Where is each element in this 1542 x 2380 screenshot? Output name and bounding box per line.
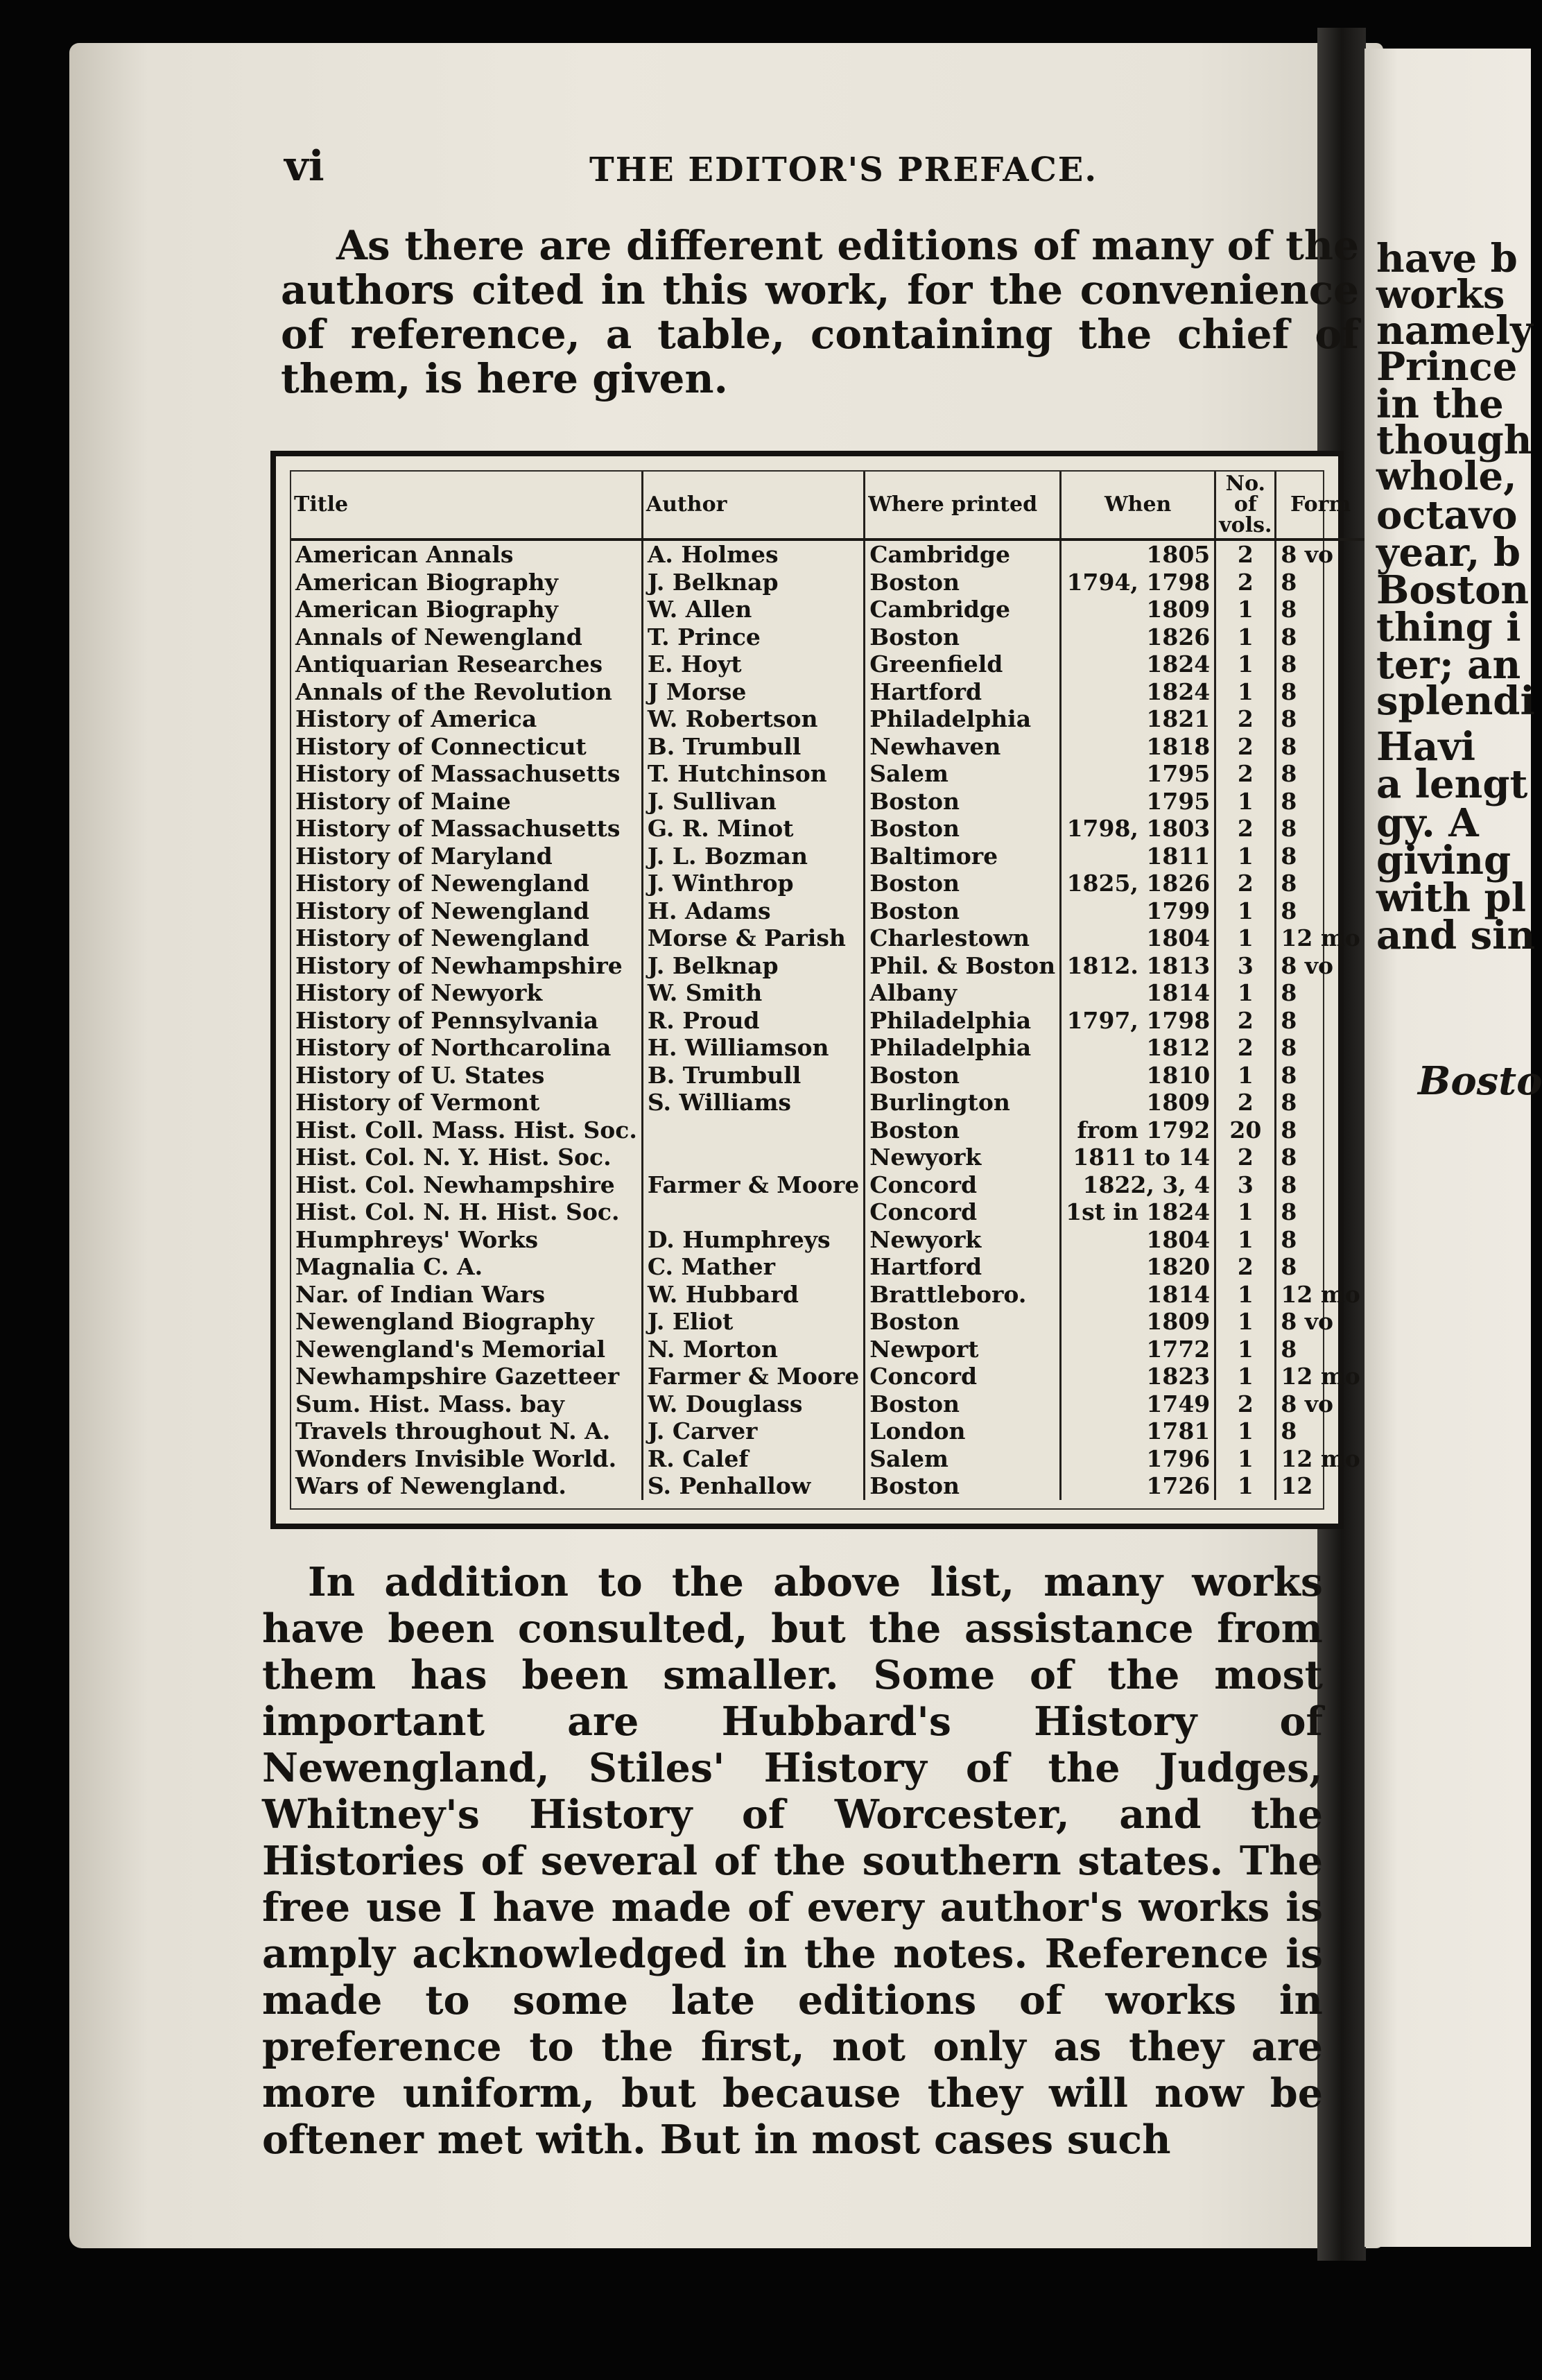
table-row [291,1472,1365,1500]
cell-form: 8 [1281,1061,1297,1089]
cell-title: History of Newengland [291,897,642,925]
cell-where: Greenfield [865,650,1061,678]
cell-title: Wars of Newengland. [291,1472,642,1500]
cell-form: 12 mo [1281,1363,1360,1390]
cell-form: 12 mo [1281,1445,1360,1472]
cell-author: S. Williams [642,1089,864,1116]
cell-form: 8 [1281,979,1297,1006]
cell-form: 8 [1281,1225,1297,1253]
cell-when: 1811 to 14 [1061,1144,1215,1171]
cell-title: Nar. of Indian Wars [291,1281,642,1309]
page-header [284,142,1359,198]
cell-title: History of Maine [291,788,642,816]
cell-vols: 2 [1215,705,1276,733]
cell-title: History of Maryland [291,843,642,870]
cell-vols: 3 [1215,1171,1276,1199]
table-header-row [291,472,1365,540]
cell-where: Boston [865,788,1061,816]
cell-when: 1824 [1061,650,1215,678]
cell-form: 8 [1281,1198,1297,1225]
cell-where: Philadelphia [865,1034,1061,1062]
cell-author: R. Proud [642,1007,864,1035]
cell-author: J. Winthrop [642,870,864,897]
cell-where: Boston [865,1472,1061,1500]
cell-when: 1809 [1061,1308,1215,1336]
cell-title: American Biography [291,569,642,596]
cell-when: 1795 [1061,788,1215,816]
cell-author: W. Robertson [642,705,864,733]
table-row [291,1390,1365,1418]
cell-author: W. Hubbard [642,1281,864,1309]
facing-line: and sin [1376,913,1536,958]
cell-where: Baltimore [865,843,1061,870]
cell-vols: 1 [1215,650,1276,678]
table-row [291,1253,1365,1281]
table-row [291,1445,1365,1473]
running-title: THE EDITOR'S PREFACE. [589,150,1098,189]
table-row [291,733,1365,761]
cell-author: A. Holmes [642,540,864,569]
closing-paragraph: In addition to the above list, many works have been consulted, but the assistance from them has been smaller. Some of the most important are Hubbard's History of Newengland, Stiles' History of the Judges, Whitney's History of Worcester, and the Histories of several of the southern states. The free use I have made of every author's works is amply acknowledged in the notes. Reference is made to some late editions of works in preference to the first, not only as they are more uniform, but because they will now be oftener met with. But in most cases such [262,1559,1323,2163]
cell-form: 8 [1281,1253,1297,1280]
table-row [291,1226,1365,1254]
table-row [291,1417,1365,1445]
cell-when: 1804 [1061,1226,1215,1254]
cell-when: 1820 [1061,1253,1215,1281]
cell-form: 8 [1281,1116,1297,1144]
cell-author: J. Sullivan [642,788,864,816]
cell-where: Philadelphia [865,1007,1061,1035]
facing-line: Boston [1376,567,1530,613]
table-row [291,623,1365,651]
cell-title: Sum. Hist. Mass. bay [291,1390,642,1418]
cell-title: Wonders Invisible World. [291,1445,642,1473]
cell-author: Farmer & Moore [642,1171,864,1199]
cell-title: Newengland's Memorial [291,1336,642,1363]
cell-form: 12 mo [1281,1280,1360,1308]
facing-line: have b [1376,236,1518,282]
cell-form: 12 [1281,1472,1313,1499]
cell-vols: 1 [1215,1336,1276,1363]
cell-where: Boston [865,1390,1061,1418]
cell-vols: 2 [1215,1007,1276,1035]
facing-line: thing i [1376,605,1521,650]
cell-vols: 2 [1215,760,1276,788]
cell-vols: 1 [1215,1198,1276,1226]
cell-author: J. Belknap [642,952,864,980]
table-body [291,540,1365,1500]
cell-when: 1749 [1061,1390,1215,1418]
cell-form: 8 [1281,760,1297,787]
cell-where: Boston [865,870,1061,897]
cell-author: Morse & Parish [642,924,864,952]
cell-where: Boston [865,897,1061,925]
header-vols: No. of vols. [1215,472,1276,540]
facing-line: year, b [1376,530,1521,576]
cell-where: Boston [865,623,1061,651]
editions-table-frame [270,451,1360,1529]
cell-vols: 2 [1215,1034,1276,1062]
cell-when: 1812. 1813 [1061,952,1215,980]
table-row [291,1281,1365,1309]
cell-form: 8 [1281,842,1297,870]
cell-where: Concord [865,1171,1061,1199]
cell-author: B. Trumbull [642,733,864,761]
cell-form: 8 [1281,1335,1297,1363]
table-row [291,760,1365,788]
cell-title: Newhampshire Gazetteer [291,1363,642,1390]
cell-form: 8 [1281,1006,1297,1034]
cell-when: 1811 [1061,843,1215,870]
cell-title: American Biography [291,596,642,623]
table-row [291,1198,1365,1226]
cell-when: 1st in 1824 [1061,1198,1215,1226]
cell-where: Albany [865,979,1061,1007]
cell-vols: 2 [1215,870,1276,897]
cell-title: Humphreys' Works [291,1226,642,1254]
cell-form: 8 vo [1281,951,1334,979]
cell-vols: 1 [1215,678,1276,706]
cell-when: 1822, 3, 4 [1061,1171,1215,1199]
cell-where: Boston [865,569,1061,596]
cell-where: Boston [865,1116,1061,1144]
cell-where: Hartford [865,678,1061,706]
cell-form: 8 [1281,596,1297,623]
cell-when: 1805 [1061,540,1215,569]
cell-where: Newyork [865,1226,1061,1254]
cell-title: Hist. Col. Newhampshire [291,1171,642,1199]
facing-line: giving [1376,838,1511,883]
cell-title: Hist. Col. N. H. Hist. Soc. [291,1198,642,1226]
cell-author: H. Williamson [642,1034,864,1062]
cell-where: Phil. & Boston [865,952,1061,980]
table-row [291,1308,1365,1336]
cell-title: Antiquarian Researches [291,650,642,678]
cell-vols: 1 [1215,897,1276,925]
cell-where: Cambridge [865,596,1061,623]
cell-author: J. Belknap [642,569,864,596]
header-form: Form [1276,472,1365,540]
cell-when: 1812 [1061,1034,1215,1062]
facing-line: octavo [1376,492,1518,538]
cell-title: History of Vermont [291,1089,642,1116]
cell-vols: 1 [1215,788,1276,816]
cell-author: R. Calef [642,1445,864,1473]
cell-title: American Annals [291,540,642,569]
table-row [291,1363,1365,1390]
cell-vols: 2 [1215,540,1276,569]
cell-vols: 2 [1215,733,1276,761]
cell-author: J Morse [642,678,864,706]
cell-vols: 1 [1215,1417,1276,1445]
cell-title: Hist. Col. N. Y. Hist. Soc. [291,1144,642,1171]
cell-where: Burlington [865,1089,1061,1116]
facing-line: gy. A [1376,800,1479,846]
cell-title: Annals of the Revolution [291,678,642,706]
cell-when: 1810 [1061,1062,1215,1089]
cell-form: 8 [1281,1144,1297,1171]
cell-where: Salem [865,760,1061,788]
facing-line: though [1376,417,1532,463]
cell-where: Newport [865,1336,1061,1363]
cell-vols: 1 [1215,1226,1276,1254]
table-row [291,705,1365,733]
cell-title: History of Newyork [291,979,642,1007]
table-row [291,1116,1365,1144]
table-row [291,1034,1365,1062]
table-row [291,596,1365,623]
table-row [291,870,1365,897]
cell-where: Charlestown [865,924,1061,952]
cell-author: J. Carver [642,1417,864,1445]
cell-when: 1804 [1061,924,1215,952]
cell-where: Brattleboro. [865,1281,1061,1309]
intro-paragraph: As there are different editions of many of the authors cited in this work, for the convenience of reference, a table, containing the chief of them, is here given. [281,222,1359,402]
cell-form: 8 [1281,623,1297,650]
cell-form: 8 [1281,705,1297,732]
cell-when: 1799 [1061,897,1215,925]
cell-vols: 20 [1215,1116,1276,1144]
cell-vols: 2 [1215,1089,1276,1116]
facing-line: ter; an [1376,642,1521,688]
cell-vols: 1 [1215,1308,1276,1336]
cell-form: 8 [1281,897,1297,924]
cell-vols: 2 [1215,815,1276,843]
cell-author: N. Morton [642,1336,864,1363]
cell-author: Farmer & Moore [642,1363,864,1390]
cell-author: D. Humphreys [642,1226,864,1254]
table-row [291,952,1365,980]
cell-when: 1781 [1061,1417,1215,1445]
cell-form: 8 [1281,815,1297,842]
cell-form: 8 vo [1281,541,1334,568]
cell-where: Hartford [865,1253,1061,1281]
table-row [291,1007,1365,1035]
cell-where: Boston [865,1308,1061,1336]
cell-title: Hist. Coll. Mass. Hist. Soc. [291,1116,642,1144]
cell-title: History of Northcarolina [291,1034,642,1062]
cell-title: History of Massachusetts [291,760,642,788]
cell-vols: 1 [1215,979,1276,1007]
cell-when: 1798, 1803 [1061,815,1215,843]
facing-line: whole, [1376,454,1517,499]
cell-vols: 1 [1215,1445,1276,1473]
table-row [291,788,1365,816]
cell-when: 1809 [1061,1089,1215,1116]
cell-title: History of Newengland [291,924,642,952]
cell-form: 8 [1281,650,1297,678]
table-row [291,843,1365,870]
cell-author: G. R. Minot [642,815,864,843]
cell-form: 8 [1281,568,1297,596]
cell-form: 8 [1281,1034,1297,1061]
cell-when: 1794, 1798 [1061,569,1215,596]
cell-vols: 1 [1215,1062,1276,1089]
header-where: Where printed [865,472,1061,540]
cell-form: 8 [1281,1089,1297,1116]
cell-form: 8 [1281,732,1297,760]
cell-title: History of America [291,705,642,733]
cell-title: History of U. States [291,1062,642,1089]
cell-form: 8 [1281,678,1297,705]
cell-author [642,1198,864,1226]
cell-title: History of Newengland [291,870,642,897]
cell-author: J. L. Bozman [642,843,864,870]
cell-author: B. Trumbull [642,1062,864,1089]
cell-where: Salem [865,1445,1061,1473]
cell-when: 1824 [1061,678,1215,706]
cell-vols: 1 [1215,1363,1276,1390]
facing-line: works [1376,272,1505,318]
cell-when: 1821 [1061,705,1215,733]
facing-line: namely [1376,308,1533,354]
table-row [291,1144,1365,1171]
cell-vols: 1 [1215,596,1276,623]
header-author: Author [642,472,864,540]
facing-line: a lengt [1376,761,1528,807]
header-title: Title [291,472,642,540]
cell-title: History of Pennsylvania [291,1007,642,1035]
cell-when: 1772 [1061,1336,1215,1363]
facing-line: Havi [1376,724,1476,770]
table-row [291,1171,1365,1199]
cell-form: 8 [1281,870,1297,897]
cell-form: 8 [1281,1417,1297,1445]
editions-table [291,472,1365,1500]
cell-when: 1823 [1061,1363,1215,1390]
cell-form: 8 [1281,787,1297,815]
cell-title: History of Connecticut [291,733,642,761]
table-row [291,815,1365,843]
cell-title: Magnalia C. A. [291,1253,642,1281]
cell-title: History of Massachusetts [291,815,642,843]
cell-form: 12 mo [1281,924,1360,951]
cell-when: 1809 [1061,596,1215,623]
cell-vols: 1 [1215,843,1276,870]
cell-vols: 2 [1215,1253,1276,1281]
cell-author: S. Penhallow [642,1472,864,1500]
cell-where: Concord [865,1198,1061,1226]
cell-vols: 2 [1215,1144,1276,1171]
cell-vols: 1 [1215,623,1276,651]
cell-when: from 1792 [1061,1116,1215,1144]
cell-form: 8 [1281,1171,1297,1198]
table-row [291,924,1365,952]
table-row [291,678,1365,706]
cell-vols: 1 [1215,924,1276,952]
cell-title: Newengland Biography [291,1308,642,1336]
cell-vols: 1 [1215,1281,1276,1309]
table-row [291,569,1365,596]
cell-vols: 2 [1215,1390,1276,1418]
cell-author: C. Mather [642,1253,864,1281]
cell-where: Newhaven [865,733,1061,761]
table-row [291,1336,1365,1363]
facing-line: splendi [1376,678,1535,724]
table-row [291,650,1365,678]
header-when: When [1061,472,1215,540]
cell-author: E. Hoyt [642,650,864,678]
cell-where: Philadelphia [865,705,1061,733]
cell-where: Cambridge [865,540,1061,569]
cell-author: W. Douglass [642,1390,864,1418]
facing-line: in the [1376,381,1504,427]
cell-form: 8 vo [1281,1390,1334,1417]
cell-author: W. Smith [642,979,864,1007]
cell-when: 1795 [1061,760,1215,788]
table-row [291,540,1365,569]
cell-author: J. Eliot [642,1308,864,1336]
table-row [291,897,1365,925]
cell-where: Boston [865,1062,1061,1089]
cell-when: 1797, 1798 [1061,1007,1215,1035]
page-folio: vi [284,142,324,191]
cell-when: 1818 [1061,733,1215,761]
facing-line: with pl [1376,875,1526,921]
cell-when: 1826 [1061,623,1215,651]
table-row [291,1089,1365,1116]
cell-where: Concord [865,1363,1061,1390]
table-row [291,1062,1365,1089]
cell-author: W. Allen [642,596,864,623]
cell-where: Boston [865,815,1061,843]
cell-when: 1726 [1061,1472,1215,1500]
cell-form: 8 vo [1281,1308,1334,1335]
cell-author: H. Adams [642,897,864,925]
cell-when: 1814 [1061,1281,1215,1309]
cell-when: 1796 [1061,1445,1215,1473]
cell-where: Newyork [865,1144,1061,1171]
facing-line: Prince [1376,344,1518,390]
cell-vols: 2 [1215,569,1276,596]
cell-author: T. Prince [642,623,864,651]
cell-vols: 1 [1215,1472,1276,1500]
cell-author [642,1144,864,1171]
cell-title: Annals of Newengland [291,623,642,651]
editions-table-inner-rule [290,470,1360,1510]
cell-vols: 3 [1215,952,1276,980]
cell-title: Travels throughout N. A. [291,1417,642,1445]
cell-when: 1825, 1826 [1061,870,1215,897]
cell-where: London [865,1417,1061,1445]
facing-line: Bosto [1418,1058,1542,1104]
cell-title: History of Newhampshire [291,952,642,980]
cell-author: T. Hutchinson [642,760,864,788]
table-row [291,979,1365,1007]
cell-author [642,1116,864,1144]
cell-when: 1814 [1061,979,1215,1007]
